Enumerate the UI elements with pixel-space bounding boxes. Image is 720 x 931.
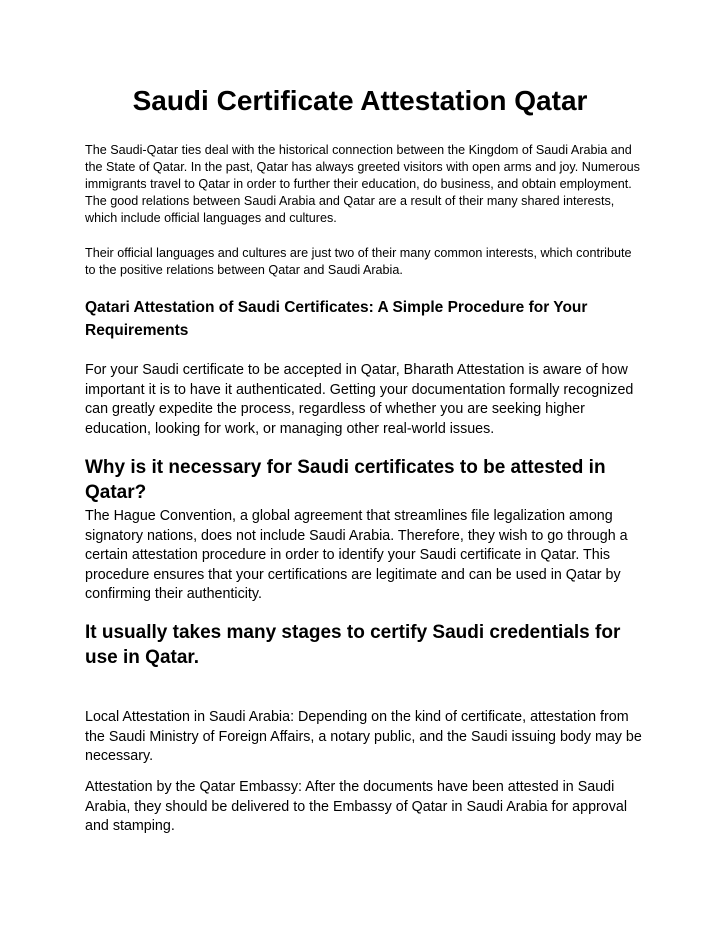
page-title: Saudi Certificate Attestation Qatar (132, 85, 588, 116)
section-2-paragraph: The Hague Convention, a global agreement that streamlines file legalization among signatory nations, does not include Saudi Arabia. Therefore, they wish to go through a certain attestation procedure in order to identify your Saudi certificate in Qatar. This procedure ensures that your certifications are legitimate and can be used in Qatar by confirming their authenticity. (85, 508, 628, 602)
section-1-heading: Qatari Attestation of Saudi Certificates: A Simple Procedure for Your Requirements (85, 299, 588, 339)
section-2-heading: Why is it necessary for Saudi certificates to be attested in Qatar? (85, 457, 606, 503)
section-3-heading: It usually takes many stages to certify Saudi credentials for use in Qatar. (85, 622, 621, 668)
section-1-paragraph: For your Saudi certificate to be accepted in Qatar, Bharath Attestation is aware of how important it is to have it authenticated. Getting your documentation formally recognized can greatly expedite the process, regardless of whether you are seeking higher education, looking for work, or managing other real-world issues. (85, 362, 634, 437)
intro-paragraph-1: The Saudi-Qatar ties deal with the historical connection between the Kingdom of Saudi Arabia and the State of Qatar. In the past, Qatar has always greeted visitors with open arms and joy. Numerous immigrants travel to Qatar in order to further their education, do business, and obtain employment. The good relations between Saudi Arabia and Qatar are a result of their many shared interests, which include official languages and cultures. (85, 143, 640, 225)
section-3-paragraph-2: Attestation by the Qatar Embassy: After the documents have been attested in Saudi Arabia, they should be delivered to the Embassy of Qatar in Saudi Arabia for approval and stamping. (85, 779, 628, 834)
section-3-paragraph-1: Local Attestation in Saudi Arabia: Depending on the kind of certificate, attestation from the Saudi Ministry of Foreign Affairs, a notary public, and the Saudi issuing body may be necessary. (85, 709, 642, 764)
intro-paragraph-2: Their official languages and cultures are just two of their many common interests, which contribute to the positive relations between Qatar and Saudi Arabia. (85, 246, 632, 277)
